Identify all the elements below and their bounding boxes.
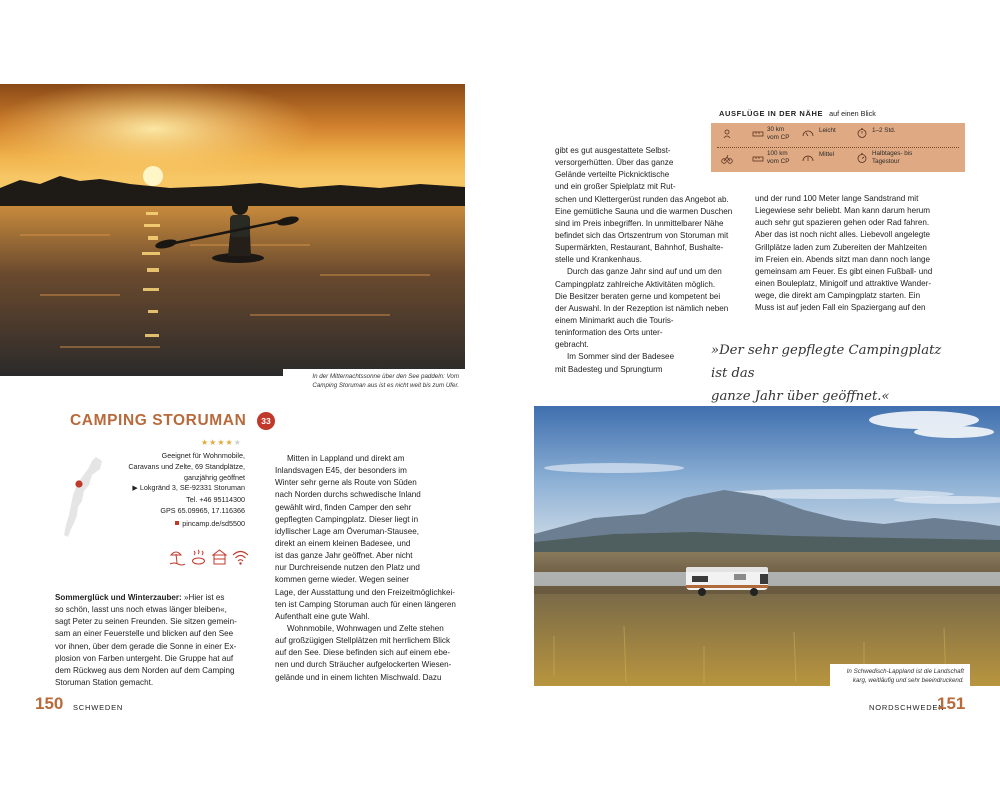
- trips-title: AUSFLÜGE IN DER NÄHE: [719, 109, 824, 118]
- gauge-icon: [802, 128, 814, 138]
- col2-line-8: ist das ganze Jahr geöffnet. Aber nicht: [275, 551, 413, 561]
- col3-line-6: sind im Preis inbegriffen. In unmittelbarer Nähe: [555, 218, 724, 228]
- pull-quote-line2: ganze Jahr über geöffnet.«: [711, 389, 890, 405]
- col3-line-8: Supermärkten, Restaurant, Bahnhof, Bushalte-: [555, 243, 724, 253]
- col4-line-1: Liegewiese sehr beliebt. Man kann darum herum: [755, 206, 931, 216]
- intro-heading: Sommerglück und Winterzauber:: [55, 593, 182, 602]
- left-column-1: [55, 592, 253, 689]
- col2-line-16: auf den See. Diese befinden sich auf einem ebe-: [275, 648, 451, 658]
- trip-2-duration: [872, 150, 912, 166]
- col2-line-14: Wohnmobile, Wohnwagen und Zelte stehen: [287, 623, 444, 633]
- col4-line-9: Muss ist auf jeden Fall ein Spaziergang auf den: [755, 303, 926, 313]
- col1-line-5: vor ihnen, über dem gerade die Sonne in einer Ex-: [55, 641, 237, 651]
- col2-line-9: nur Durchreisende nutzen den Platz und: [275, 563, 420, 573]
- col2-line-3: nach Norden durchs schwedische Inland: [275, 490, 421, 500]
- col3-line-9: stelle und Krankenhaus.: [555, 255, 642, 265]
- trips-heading: [719, 109, 876, 118]
- trip-2-distance: [767, 150, 789, 166]
- running-head-right: NORDSCHWEDEN: [869, 703, 945, 712]
- pull-quote: [711, 339, 956, 408]
- trip-1-distance-value: 30 km: [767, 126, 785, 133]
- col3-line-0: gibt es gut ausgestattete Selbst-: [555, 146, 671, 155]
- col4-line-3: Aber das ist noch nicht alles. Liebevoll angelegte: [755, 230, 931, 240]
- col1-line-7: dem Rückweg aus dem Norden auf dem Camping: [55, 665, 235, 675]
- col2-line-11: Lage, der Ausstattung und den Freizeitmöglichkei-: [275, 587, 455, 597]
- col3-line-17: Im Sommer sind der Badesee: [567, 352, 675, 362]
- col4-line-2: auch sehr gut spazieren gehen oder Rad fahren.: [755, 218, 930, 228]
- kayak-photo-caption: [283, 369, 465, 395]
- campsite-info: [110, 451, 245, 494]
- left-column-2: [275, 453, 467, 684]
- col2-line-6: idyllischer Lage am Överuman-Stausee,: [275, 526, 419, 536]
- col3-line-4: schen und Klettergerüst runden das Angebot ab.: [555, 194, 729, 204]
- col3-line-16: gebracht.: [555, 340, 589, 350]
- hiker-icon: [721, 129, 733, 139]
- col3-line-18: mit Badesteg und Sprungturm: [555, 364, 663, 374]
- rating-star-empty: ★: [233, 438, 242, 447]
- link-bullet-icon: [175, 521, 179, 525]
- col2-line-13: Aufenthalt eine gute Wahl.: [275, 611, 370, 621]
- trip-2-distance-value: 100 km: [767, 150, 788, 157]
- trips-subtitle: auf einen Blick: [829, 109, 876, 118]
- kayak-sunset-photo: [0, 84, 465, 376]
- lapland-caption-line2: karg, weitläufig und sehr beeindruckend.: [852, 676, 964, 684]
- col2-line-18: gelände und in einem lichten Mischwald. Dazu: [275, 672, 442, 682]
- col2-line-4: gewählt wird, finden Camper den sehr: [275, 502, 412, 512]
- col3-line-11: Campingplatz zahlreiche Aktivitäten möglich.: [555, 279, 716, 289]
- col2-line-17: nen und durch Sträucher aufgelockerten Wiesen-: [275, 660, 452, 670]
- col3-line-10: Durch das ganze Jahr sind auf und um den: [567, 267, 722, 277]
- info-pitches: Caravans und Zelte, 69 Standplätze,: [128, 461, 245, 471]
- info-website-link[interactable]: pincamp.de/sd5500: [182, 518, 245, 528]
- trip-row: [711, 148, 965, 172]
- info-suitability: Geeignet für Wohnmobile,: [161, 451, 245, 460]
- col2-line-12: ten ist Camping Storuman auch für einen längeren: [275, 599, 456, 609]
- col1-line-4: sam an einer Feuerstelle und blicken auf den See: [55, 629, 234, 639]
- col2-line-15: auf großzügigen Stellplätzen mit herrlichem Blick: [275, 636, 450, 646]
- rating: [201, 438, 242, 447]
- lapland-caption-line1: In Schwedisch-Lappland ist die Landschaft: [846, 668, 964, 675]
- info-link-row: [110, 519, 245, 530]
- trip-1-duration: 1–2 Std.: [872, 127, 896, 134]
- col2-line-1: Inlandsvagen E45, der besonders im: [275, 466, 407, 476]
- info-gps: GPS 65.09965, 17.116366: [160, 505, 245, 515]
- col2-line-10: kommen gerne wieder. Wegen seiner: [275, 575, 409, 585]
- right-column-2: [755, 193, 955, 314]
- distance-icon: [752, 154, 764, 164]
- trip-1-distance: [767, 126, 789, 142]
- trip-2-duration-line2: Tagestour: [872, 158, 900, 166]
- gauge-icon: [802, 153, 814, 163]
- col4-line-8: wege, die direkt am Campingplatz starten. Ein: [755, 291, 921, 301]
- col4-line-7: einen Bouleplatz, Minigolf und attraktive Wander-: [755, 278, 932, 288]
- kayak-caption-line1: In der Mitternachtssonne über den See paddeln: Vom: [312, 373, 459, 380]
- campsite-title: CAMPING STORUMAN: [70, 412, 247, 429]
- shop-icon: [211, 549, 228, 566]
- beach-icon: [169, 549, 186, 566]
- col1-line-3: sagt Peter zu seinen Freunden. Sie sitzen gemein-: [55, 617, 237, 627]
- kayak-caption-line2: Camping Storuman aus ist es nicht weit bis zum Ufer.: [312, 381, 459, 389]
- info-opening: ganzjährig geöffnet: [183, 472, 245, 482]
- col2-line-7: direkt an einem kleinen Badesee, und: [275, 538, 411, 548]
- col3-line-14: einem Minimarkt auch die Touris-: [555, 315, 674, 325]
- page-number-left: 150: [35, 694, 64, 713]
- trip-1-difficulty: Leicht: [819, 127, 836, 134]
- col1-line-8: Storuman Station gemacht.: [55, 677, 154, 687]
- page-number-right: 151: [937, 694, 966, 713]
- lapland-photo-caption: [830, 664, 970, 690]
- col1-line-6: plosion von Farben untergeht. Die Gruppe hat auf: [55, 653, 234, 663]
- lapland-landscape-photo: [534, 406, 1000, 686]
- amenity-icons: [169, 549, 249, 567]
- rating-stars-filled: ★★★★: [201, 438, 234, 447]
- running-head-left: SCHWEDEN: [73, 703, 124, 712]
- sweden-map-icon: [62, 455, 112, 540]
- wifi-icon: [232, 549, 249, 566]
- trip-row: [711, 123, 965, 147]
- trip-2-duration-line1: Halbtages- bis: [872, 150, 913, 157]
- info-address: ▶ Lokgränd 3, SE-92331 Storuman: [132, 483, 245, 493]
- col2-line-2: Winter sehr gerne als Route von Süden: [275, 478, 417, 488]
- stopwatch-icon: [856, 153, 868, 163]
- trip-2-difficulty: Mittel: [819, 151, 835, 158]
- col4-line-4: Grillplätze laden zum Zubereiten der Mahlzeiten: [755, 242, 927, 252]
- col1-line-1: »Hier ist es: [181, 593, 225, 602]
- col2-line-0: Mitten in Lappland und direkt am: [287, 454, 405, 463]
- stopwatch-icon: [856, 128, 868, 138]
- col3-line-5: Eine gemütliche Sauna und die warmen Duschen: [555, 206, 733, 216]
- col3-line-15: teninformation des Orts unter-: [555, 328, 663, 338]
- col4-line-5: im Freien ein. Abends sitzt man dann noch lange: [755, 254, 931, 264]
- trips-box: [711, 123, 965, 172]
- col3-line-12: Die Besitzer beraten gerne und kompetent bei: [555, 291, 721, 301]
- pull-quote-line1: »Der sehr gepflegte Campingplatz ist das: [711, 343, 942, 382]
- col3-line-2: Gelände verteilte Picknicktische: [555, 170, 670, 180]
- trip-1-distance-ref: vom CP: [767, 134, 790, 142]
- col3-line-7: befindet sich das Ortszentrum von Storuman mit: [555, 230, 729, 240]
- col3-line-3: und ein großer Spielplatz mit Rut-: [555, 182, 676, 192]
- col3-line-1: versorgerhütten. Über das ganze: [555, 158, 674, 168]
- campsite-number-badge: 33: [257, 412, 275, 430]
- col2-line-5: gepflegten Campingplatz. Dieser liegt in: [275, 514, 419, 524]
- col4-line-6: gemeinsam am Feuer. Es gibt einen Fußball- und: [755, 266, 933, 276]
- col1-line-2: so schön, lasst uns noch etwas länger bleiben«,: [55, 605, 227, 615]
- campsite-contact: [110, 495, 245, 529]
- col3-line-13: der Auswahl. In der Rezeption ist nämlich neben: [555, 303, 729, 313]
- trip-2-distance-ref: vom CP: [767, 158, 790, 166]
- info-phone: Tel. +46 95114300: [186, 495, 245, 504]
- col4-line-0: und der rund 100 Meter lange Sandstrand mit: [755, 194, 919, 203]
- sauna-icon: [190, 549, 207, 566]
- distance-icon: [752, 129, 764, 139]
